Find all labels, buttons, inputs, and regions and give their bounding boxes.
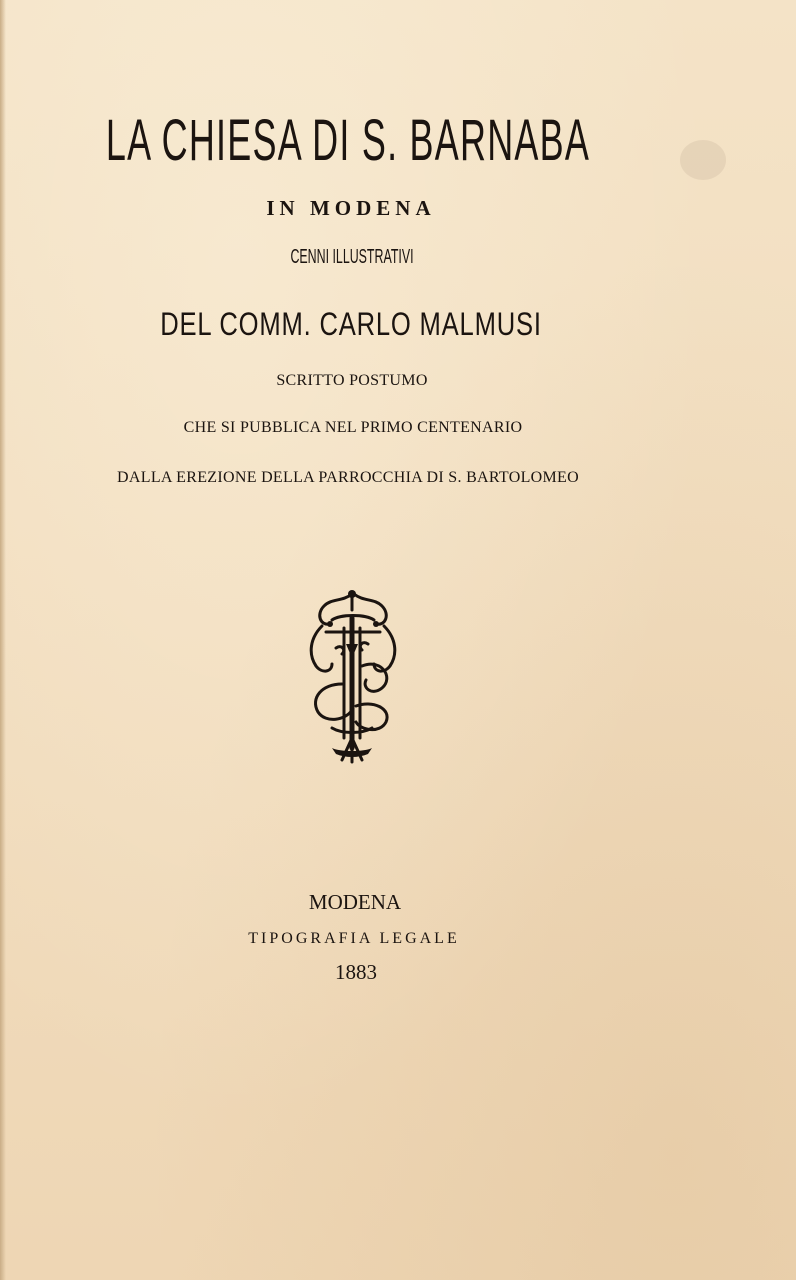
monogram-ornament-icon — [302, 588, 404, 764]
publication-year: 1883 — [335, 960, 377, 984]
book-title: LA CHIESA DI S. BARNABA — [105, 108, 591, 173]
printer-name: TIPOGRAFIA LEGALE — [248, 930, 460, 947]
note-line-3: DALLA EREZIONE DELLA PARROCCHIA DI S. BARTOLOMEO — [117, 469, 579, 486]
page-edge — [0, 0, 6, 1280]
note-line-2: CHE SI PUBBLICA NEL PRIMO CENTENARIO — [183, 419, 523, 436]
note-line-1: SCRITTO POSTUMO — [276, 372, 428, 389]
book-subtitle: IN MODENA — [266, 196, 436, 220]
publication-place: MODENA — [308, 890, 402, 914]
book-author: DEL COMM. CARLO MALMUSI — [160, 306, 542, 342]
paper-stain — [680, 140, 726, 180]
book-description: CENNI ILLUSTRATIVI — [290, 246, 414, 268]
